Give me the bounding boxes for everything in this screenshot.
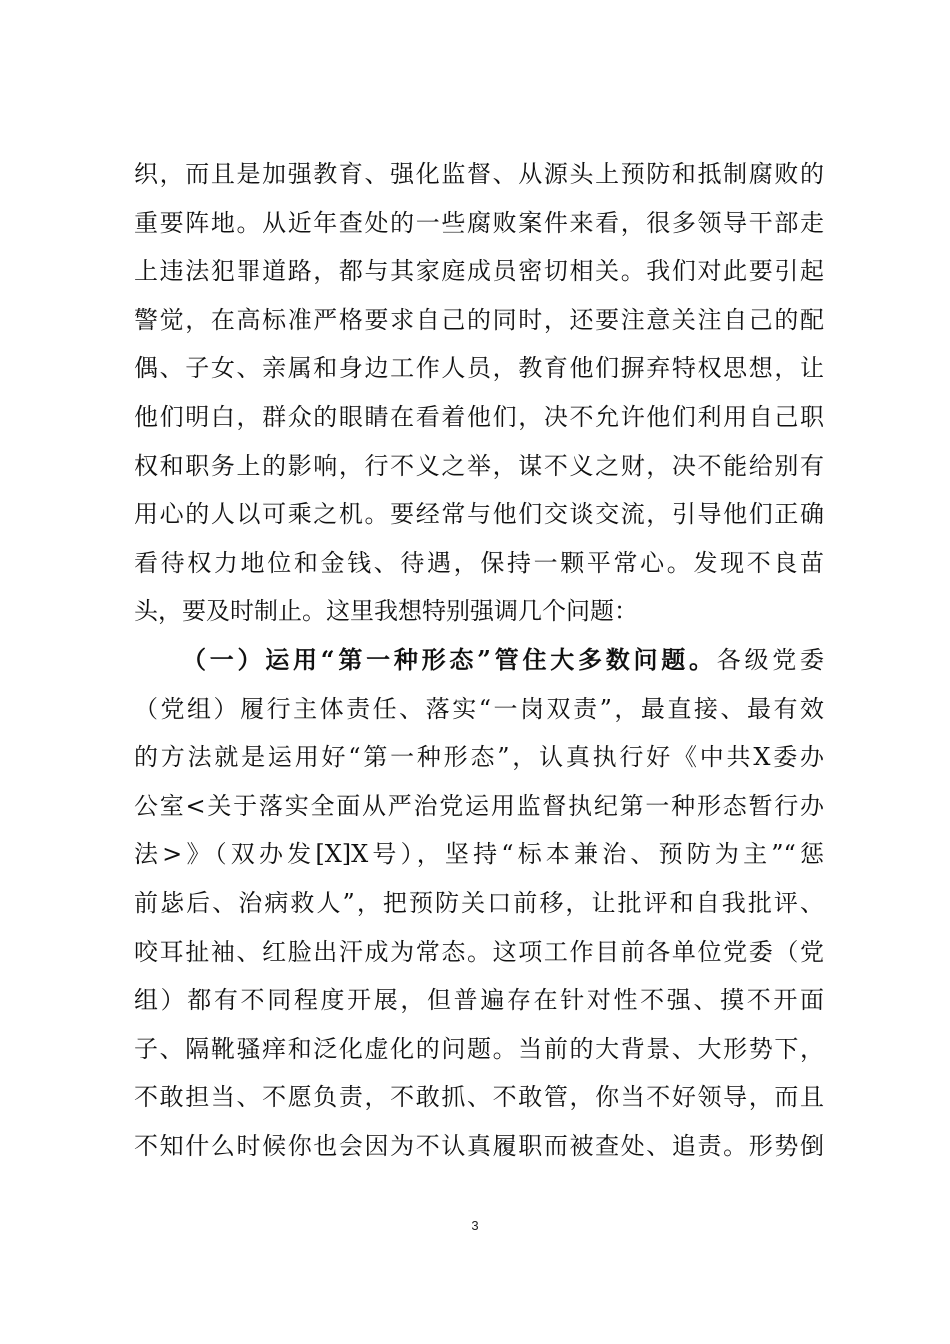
section-heading-line <box>134 636 824 685</box>
text-line: 头，要及时制止。这里我想特别强调几个问题： <box>134 597 638 626</box>
text-line: 权和职务上的影响，行不义之举，谋不义之财，决不能给别有 <box>134 451 824 480</box>
text-line: 重要阵地。从近年查处的一些腐败案件来看，很多领导干部走 <box>134 208 824 237</box>
section-heading: （一）运用“第一种形态”管住大多数问题。 <box>182 644 717 674</box>
text-line: 织，而且是加强教育、强化监督、从源头上预防和抵制腐败的 <box>134 160 824 188</box>
text-line: 上违法犯罪道路，都与其家庭成员密切相关。我们对此要引起 <box>134 257 824 286</box>
text-line: 看待权力地位和金钱、待遇，保持一颗平常心。发现不良苗 <box>134 548 824 577</box>
text-line: 不知什么时候你也会因为不认真履职而被查处、追责。形势倒 <box>134 1131 824 1160</box>
text-line: 咬耳扯袖、红脸出汗成为常态。这项工作目前各单位党委（党 <box>134 937 824 966</box>
text-run: 各级党委 <box>716 645 825 674</box>
text-line: 用心的人以可乘之机。要经常与他们交谈交流，引导他们正确 <box>134 500 824 529</box>
text-line: 公室<关于落实全面从严治党运用监督执纪第一种形态暂行办 <box>134 791 824 820</box>
text-line: 前毖后、治病救人”，把预防关口前移，让批评和自我批评、 <box>134 888 824 917</box>
text-line: 不敢担当、不愿负责，不敢抓、不敢管，你当不好领导，而且 <box>134 1083 824 1112</box>
text-line: 偶、子女、亲属和身边工作人员，教育他们摒弃特权思想，让 <box>134 354 824 383</box>
text-line: 的方法就是运用好“第一种形态”，认真执行好《中共X委办 <box>134 743 824 772</box>
text-line: 他们明白，群众的眼睛在看着他们，决不允许他们利用自己职 <box>134 402 824 431</box>
text-line: 法>》（双办发[X]X号），坚持“标本兼治、预防为主”“惩 <box>134 840 824 869</box>
body-text <box>134 150 824 1170</box>
text-line: 子、隔靴骚痒和泛化虚化的问题。当前的大背景、大形势下， <box>134 1034 824 1063</box>
text-line: 警觉，在高标准严格要求自己的同时，还要注意关注自己的配 <box>134 305 824 334</box>
text-line: 组）都有不同程度开展，但普遍存在针对性不强、摸不开面 <box>134 986 824 1015</box>
page-number: 3 <box>471 1218 479 1233</box>
text-line: （党组）履行主体责任、落实“一岗双责”，最直接、最有效 <box>134 694 824 723</box>
